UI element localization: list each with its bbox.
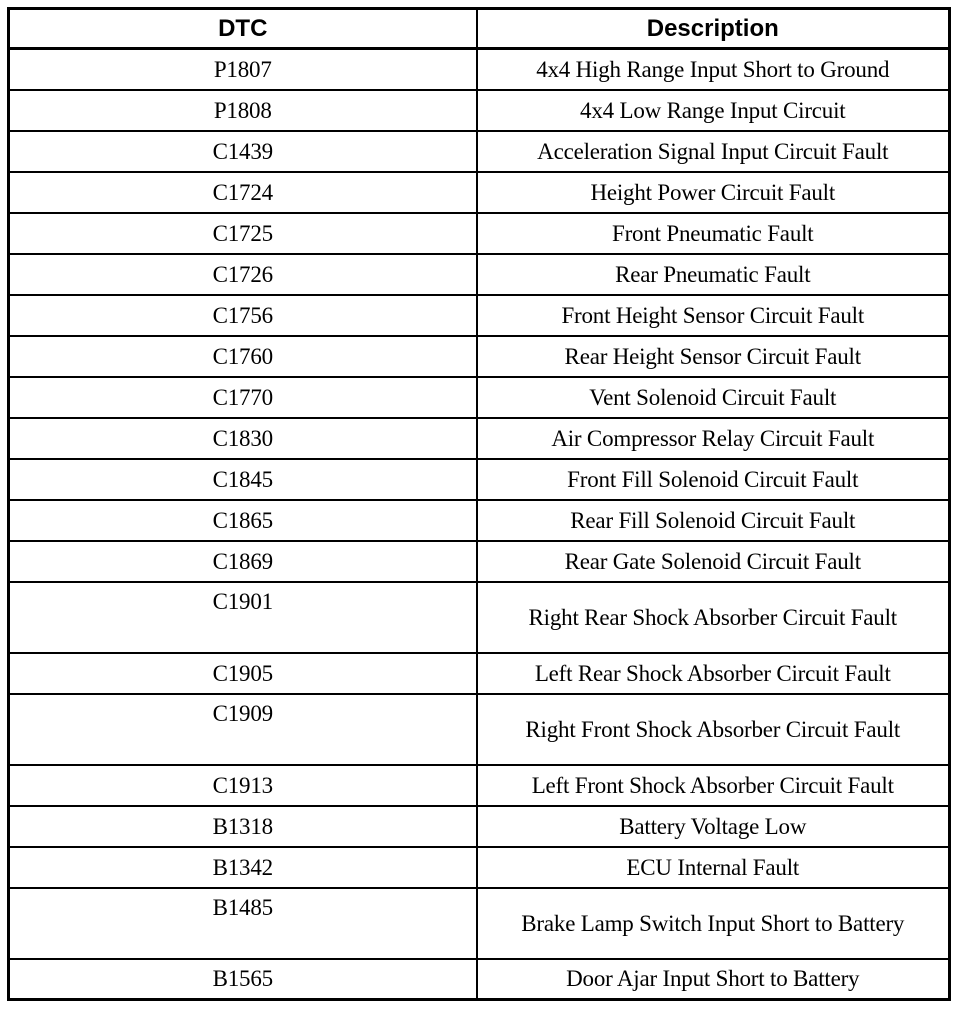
table-row [9,295,950,336]
header-row [9,9,950,49]
description-cell: Right Front Shock Absorber Circuit Fault [477,694,950,765]
description-cell: Left Rear Shock Absorber Circuit Fault [477,653,950,694]
table-row [9,213,950,254]
description-cell: Battery Voltage Low [477,806,950,847]
table-row [9,806,950,847]
description-cell: Vent Solenoid Circuit Fault [477,377,950,418]
description-cell: Right Rear Shock Absorber Circuit Fault [477,582,950,653]
table-row [9,765,950,806]
description-cell: 4x4 Low Range Input Circuit [477,90,950,131]
table-row [9,254,950,295]
table-row [9,847,950,888]
description-cell: Acceleration Signal Input Circuit Fault [477,131,950,172]
dtc-code-cell: B1565 [9,959,477,1000]
table-row [9,131,950,172]
dtc-code-cell: C1760 [9,336,477,377]
table-row [9,172,950,213]
description-cell: Door Ajar Input Short to Battery [477,959,950,1000]
dtc-code-cell: C1865 [9,500,477,541]
table-row [9,888,950,959]
description-cell: 4x4 High Range Input Short to Ground [477,49,950,90]
dtc-table [7,7,951,1001]
description-cell: ECU Internal Fault [477,847,950,888]
dtc-code-cell: C1913 [9,765,477,806]
description-cell: Brake Lamp Switch Input Short to Battery [477,888,950,959]
dtc-column-header: DTC [9,9,477,49]
table-row [9,694,950,765]
dtc-code-cell: C1756 [9,295,477,336]
table-row [9,959,950,1000]
description-cell: Rear Gate Solenoid Circuit Fault [477,541,950,582]
dtc-code-cell: P1807 [9,49,477,90]
dtc-code-cell: B1318 [9,806,477,847]
table-row [9,500,950,541]
description-cell: Front Fill Solenoid Circuit Fault [477,459,950,500]
dtc-code-cell: P1808 [9,90,477,131]
description-cell: Left Front Shock Absorber Circuit Fault [477,765,950,806]
table-row [9,49,950,90]
dtc-code-cell: B1485 [9,888,477,959]
dtc-code-cell: C1845 [9,459,477,500]
dtc-code-cell: C1770 [9,377,477,418]
description-cell: Rear Pneumatic Fault [477,254,950,295]
description-cell: Rear Height Sensor Circuit Fault [477,336,950,377]
dtc-code-cell: C1725 [9,213,477,254]
table-body [9,49,950,1000]
dtc-code-cell: C1439 [9,131,477,172]
dtc-code-cell: C1905 [9,653,477,694]
description-cell: Air Compressor Relay Circuit Fault [477,418,950,459]
dtc-code-cell: C1724 [9,172,477,213]
table-row [9,336,950,377]
dtc-code-cell: C1726 [9,254,477,295]
dtc-code-cell: C1909 [9,694,477,765]
description-column-header: Description [477,9,950,49]
table-row [9,541,950,582]
dtc-code-cell: C1869 [9,541,477,582]
dtc-code-cell: B1342 [9,847,477,888]
table-row [9,582,950,653]
description-cell: Height Power Circuit Fault [477,172,950,213]
description-cell: Rear Fill Solenoid Circuit Fault [477,500,950,541]
description-cell: Front Pneumatic Fault [477,213,950,254]
dtc-code-cell: C1901 [9,582,477,653]
table-row [9,418,950,459]
table-row [9,653,950,694]
table-row [9,377,950,418]
dtc-code-cell: C1830 [9,418,477,459]
table-row [9,459,950,500]
table-row [9,90,950,131]
description-cell: Front Height Sensor Circuit Fault [477,295,950,336]
